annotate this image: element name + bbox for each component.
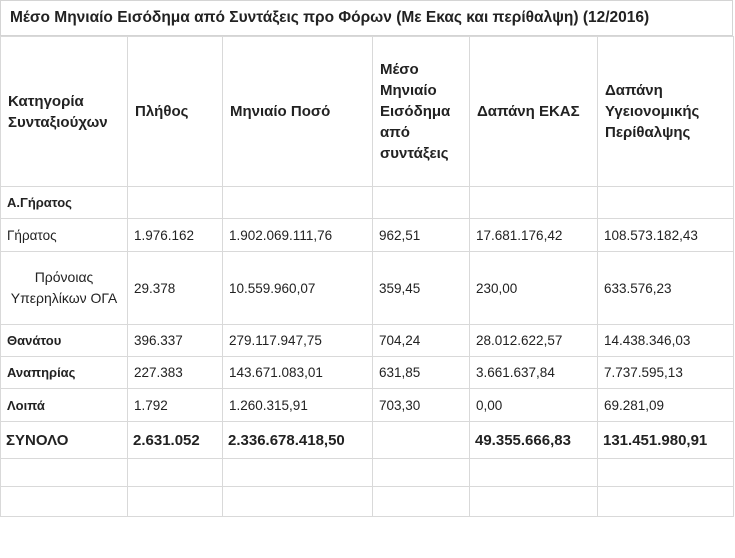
header-count: Πλήθος: [128, 37, 223, 187]
header-category: Κατηγορία Συνταξιούχων: [1, 37, 128, 187]
row-category: Πρόνοιας Υπερηλίκων ΟΓΑ: [1, 252, 128, 325]
row-category: Λοιπά: [1, 389, 128, 422]
total-health: 131.451.980,91: [598, 422, 734, 459]
total-monthly-amount: 2.336.678.418,50: [223, 422, 373, 459]
table-row: [1, 252, 734, 325]
empty-row: [1, 487, 734, 517]
row-monthly-amount: 1.260.315,91: [223, 389, 373, 422]
row-count: 1.976.162: [128, 219, 223, 252]
table-row: [1, 389, 734, 422]
table-row: [1, 219, 734, 252]
row-health: 7.737.595,13: [598, 357, 734, 389]
pension-income-table: [0, 36, 734, 517]
row-monthly-amount: 10.559.960,07: [223, 252, 373, 325]
total-avg-income: [373, 422, 470, 459]
row-ekas: 0,00: [470, 389, 598, 422]
row-avg-income: 359,45: [373, 252, 470, 325]
row-ekas: 17.681.176,42: [470, 219, 598, 252]
row-count: 227.383: [128, 357, 223, 389]
row-monthly-amount: 143.671.083,01: [223, 357, 373, 389]
section-label: Α.Γήρατος: [1, 187, 128, 219]
total-count: 2.631.052: [128, 422, 223, 459]
row-monthly-amount: 279.117.947,75: [223, 325, 373, 357]
total-ekas: 49.355.666,83: [470, 422, 598, 459]
row-ekas: 28.012.622,57: [470, 325, 598, 357]
row-avg-income: 704,24: [373, 325, 470, 357]
table-title: Μέσο Μηνιαίο Εισόδημα από Συντάξεις προ Φόρων (Με Εκας και περίθαλψη) (12/2016): [0, 0, 733, 36]
total-label: ΣΥΝΟΛΟ: [1, 422, 128, 459]
header-monthly-amount: Μηνιαίο Ποσό: [223, 37, 373, 187]
row-health: 14.438.346,03: [598, 325, 734, 357]
header-health: Δαπάνη Υγειονομικής Περίθαλψης: [598, 37, 734, 187]
row-category: Γήρατος: [1, 219, 128, 252]
section-row: [1, 187, 734, 219]
row-count: 29.378: [128, 252, 223, 325]
row-ekas: 3.661.637,84: [470, 357, 598, 389]
row-monthly-amount: 1.902.069.111,76: [223, 219, 373, 252]
row-health: 633.576,23: [598, 252, 734, 325]
row-count: 396.337: [128, 325, 223, 357]
header-ekas: Δαπάνη ΕΚΑΣ: [470, 37, 598, 187]
header-avg-income: Μέσο Μηνιαίο Εισόδημα από συντάξεις: [373, 37, 470, 187]
row-health: 108.573.182,43: [598, 219, 734, 252]
row-count: 1.792: [128, 389, 223, 422]
row-ekas: 230,00: [470, 252, 598, 325]
row-avg-income: 703,30: [373, 389, 470, 422]
row-category: Αναπηρίας: [1, 357, 128, 389]
row-health: 69.281,09: [598, 389, 734, 422]
table-row: [1, 357, 734, 389]
total-row: [1, 422, 734, 459]
empty-row: [1, 459, 734, 487]
row-avg-income: 962,51: [373, 219, 470, 252]
row-category: Θανάτου: [1, 325, 128, 357]
row-avg-income: 631,85: [373, 357, 470, 389]
header-row: [1, 37, 734, 187]
table-row: [1, 325, 734, 357]
